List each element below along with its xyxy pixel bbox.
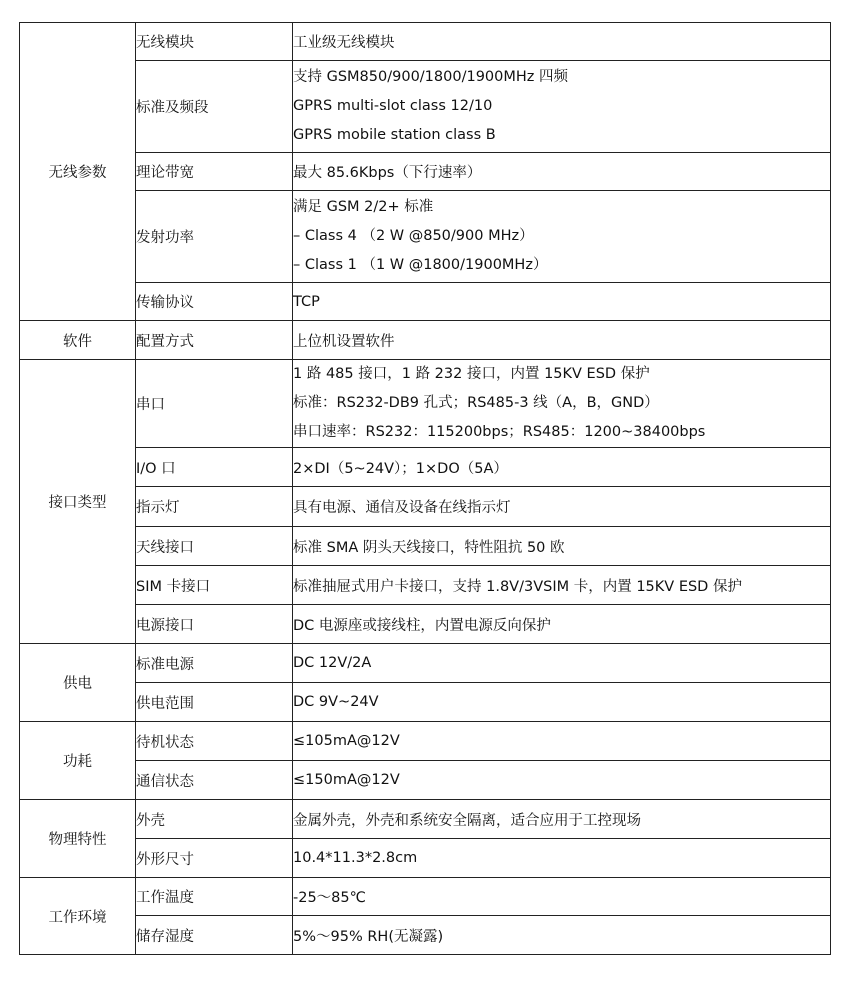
spec-row	[20, 487, 831, 527]
value-line: TCP	[293, 293, 320, 310]
value-line: 2×DI（5~24V）；1×DO（5A）	[293, 460, 508, 477]
value-line: 具有电源、通信及设备在线指示灯	[293, 500, 511, 516]
value-line: ≤150mA@12V	[293, 772, 400, 788]
value-cell	[293, 153, 831, 191]
value-line: ≤105mA@12V	[293, 733, 400, 749]
value-line: DC 12V/2A	[293, 655, 372, 671]
item-cell: 外壳	[136, 800, 293, 839]
item-cell: 供电范围	[136, 683, 293, 722]
spec-row	[20, 283, 831, 321]
spec-row	[20, 23, 831, 61]
value-cell	[293, 321, 831, 360]
value-cell	[293, 283, 831, 321]
item-cell: 电源接口	[136, 605, 293, 644]
item-cell: 储存湿度	[136, 916, 293, 955]
category-cell: 供电	[20, 644, 136, 722]
spec-row	[20, 722, 831, 761]
value-line: 满足 GSM 2/2+ 标准	[293, 199, 434, 215]
item-cell: 串口	[136, 360, 293, 448]
value-cell	[293, 23, 831, 61]
item-cell: 通信状态	[136, 761, 293, 800]
spec-row	[20, 448, 831, 487]
value-line: 5%～95% RH(无凝露)	[293, 928, 444, 945]
item-cell: 指示灯	[136, 487, 293, 527]
value-cell	[293, 878, 831, 916]
item-cell: 工作温度	[136, 878, 293, 916]
item-cell: 标准电源	[136, 644, 293, 683]
spec-row	[20, 321, 831, 360]
value-cell	[293, 800, 831, 839]
value-line: DC 9V~24V	[293, 694, 379, 710]
spec-row	[20, 683, 831, 722]
spec-table	[19, 22, 831, 955]
value-cell	[293, 644, 831, 683]
item-cell: 发射功率	[136, 191, 293, 283]
value-line: 最大 85.6Kbps（下行速率）	[293, 165, 482, 181]
value-line: – Class 1 （1 W @1800/1900MHz）	[293, 257, 548, 273]
value-cell	[293, 360, 831, 448]
spec-row	[20, 839, 831, 878]
value-line: 支持 GSM850/900/1800/1900MHz 四频	[293, 69, 569, 85]
value-line: 金属外壳，外壳和系统安全隔离，适合应用于工控现场	[293, 812, 641, 829]
value-cell	[293, 191, 831, 283]
spec-row	[20, 761, 831, 800]
spec-row	[20, 360, 831, 448]
value-line: GPRS multi-slot class 12/10	[293, 98, 493, 114]
item-cell: 传输协议	[136, 283, 293, 321]
value-cell	[293, 566, 831, 605]
value-cell	[293, 605, 831, 644]
spec-table-body	[20, 23, 831, 955]
item-cell: I/O 口	[136, 448, 293, 487]
value-cell	[293, 487, 831, 527]
value-line: – Class 4 （2 W @850/900 MHz）	[293, 228, 534, 244]
value-cell	[293, 683, 831, 722]
value-line: 标准：RS232-DB9 孔式；RS485-3 线（A，B，GND）	[293, 395, 659, 411]
item-cell: SIM 卡接口	[136, 566, 293, 605]
value-line: 标准 SMA 阴头天线接口，特性阻抗 50 欧	[293, 539, 565, 556]
spec-row	[20, 605, 831, 644]
item-cell: 无线模块	[136, 23, 293, 61]
value-cell	[293, 839, 831, 878]
value-line: -25～85℃	[293, 890, 366, 906]
spec-row	[20, 566, 831, 605]
spec-row	[20, 61, 831, 153]
value-line: 串口速率：RS232：115200bps；RS485：1200~38400bps	[293, 424, 706, 440]
category-cell: 功耗	[20, 722, 136, 800]
value-line: 标准抽屉式用户卡接口，支持 1.8V/3VSIM 卡，内置 15KV ESD 保护	[293, 578, 742, 595]
value-line: DC 电源座或接线柱，内置电源反向保护	[293, 617, 551, 634]
value-cell	[293, 61, 831, 153]
value-cell	[293, 448, 831, 487]
value-line: GPRS mobile station class B	[293, 127, 496, 143]
value-cell	[293, 761, 831, 800]
value-line: 上位机设置软件	[293, 333, 395, 350]
spec-row	[20, 153, 831, 191]
category-cell: 物理特性	[20, 800, 136, 878]
spec-row	[20, 644, 831, 683]
value-cell	[293, 527, 831, 566]
category-cell: 无线参数	[20, 23, 136, 321]
value-cell	[293, 722, 831, 761]
spec-row	[20, 527, 831, 566]
category-cell: 软件	[20, 321, 136, 360]
value-line: 1 路 485 接口，1 路 232 接口，内置 15KV ESD 保护	[293, 366, 650, 382]
spec-row	[20, 191, 831, 283]
item-cell: 天线接口	[136, 527, 293, 566]
category-cell: 接口类型	[20, 360, 136, 644]
spec-row	[20, 800, 831, 839]
item-cell: 待机状态	[136, 722, 293, 761]
item-cell: 外形尺寸	[136, 839, 293, 878]
item-cell: 标准及频段	[136, 61, 293, 153]
spec-row	[20, 916, 831, 955]
value-cell	[293, 916, 831, 955]
item-cell: 理论带宽	[136, 153, 293, 191]
category-cell: 工作环境	[20, 878, 136, 955]
value-line: 10.4*11.3*2.8cm	[293, 850, 418, 866]
spec-row	[20, 878, 831, 916]
item-cell: 配置方式	[136, 321, 293, 360]
value-line: 工业级无线模块	[293, 35, 395, 51]
